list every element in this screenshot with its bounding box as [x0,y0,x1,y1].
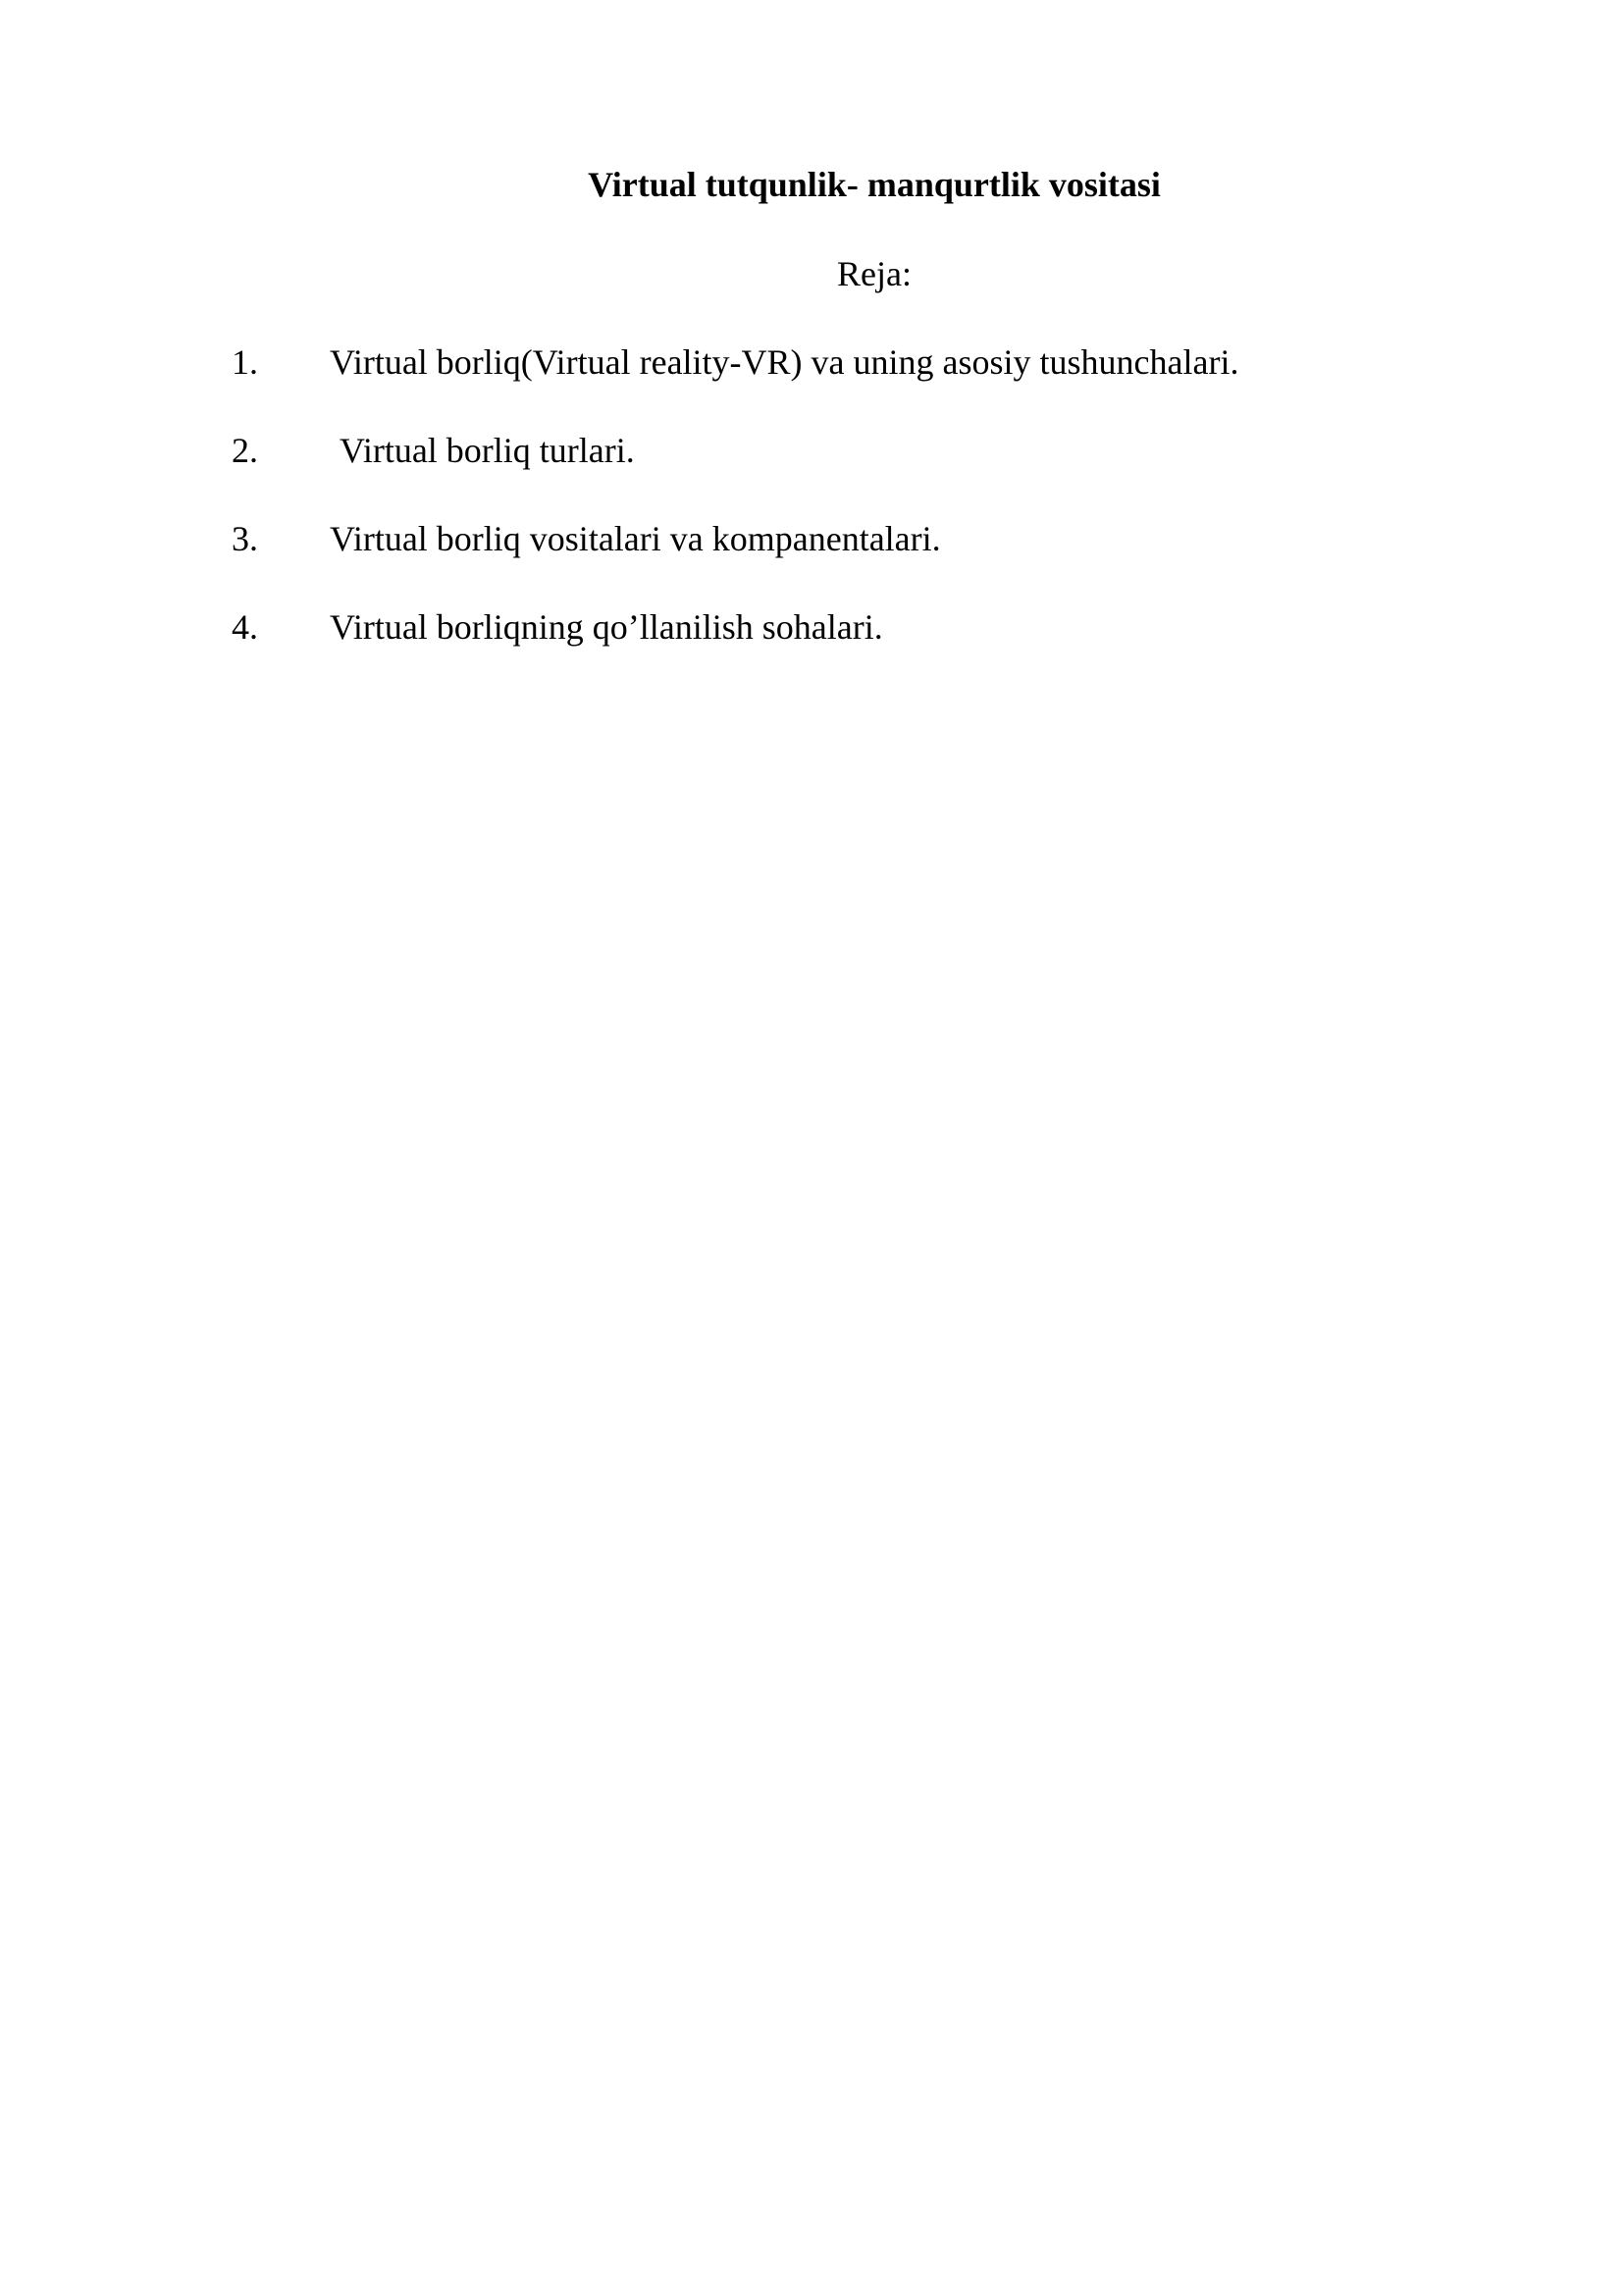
list-item-text: Virtual borliq vositalari va kompanentalari. [330,519,941,558]
list-item-text: Virtual borliq(Virtual reality-VR) va uning asosiy tushunchalari. [330,342,1239,382]
plan-heading: Reja: [837,254,912,293]
list-item-number: 1. [232,342,258,382]
list-item-number: 4. [232,607,258,647]
list-item-number: 3. [232,519,258,558]
list-item-number: 2. [232,431,258,470]
document-title: Virtual tutqunlik- manqurtlik vositasi [588,165,1161,204]
list-item-text: Virtual borliq turlari. [340,431,635,470]
list-item-text: Virtual borliqning qo’llanilish sohalari. [330,607,883,647]
